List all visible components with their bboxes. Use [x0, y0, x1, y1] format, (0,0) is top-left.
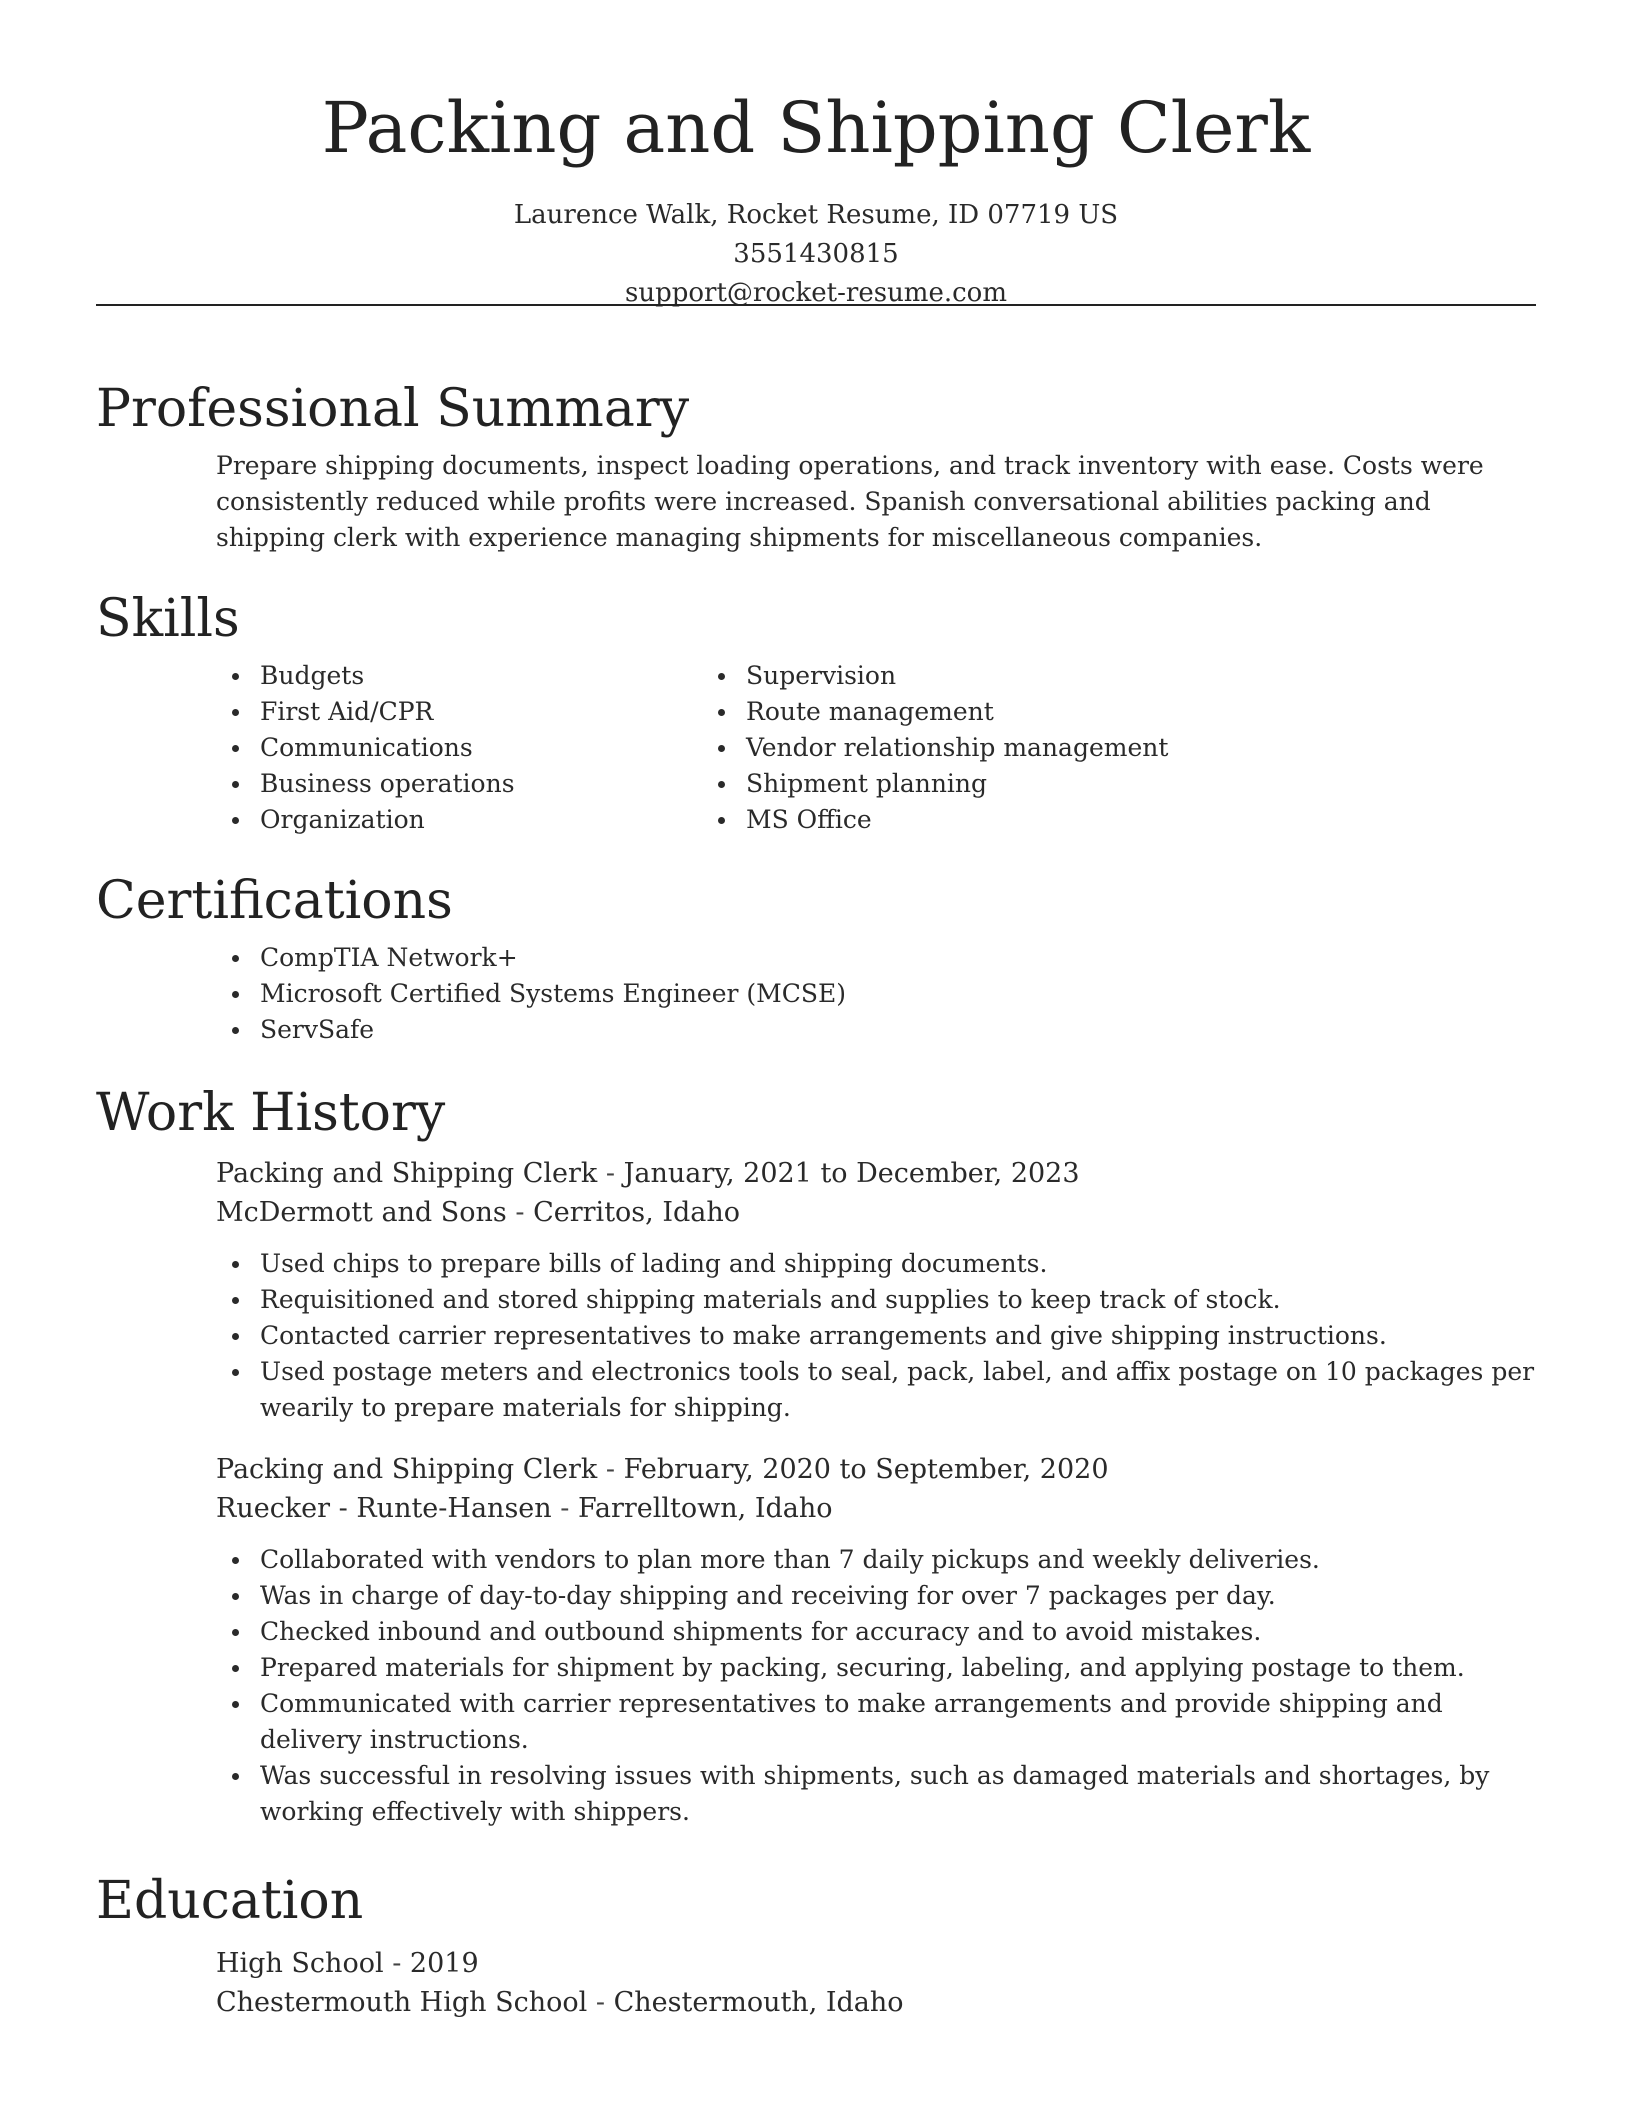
skills-column-left — [96, 658, 746, 838]
job-header: Packing and Shipping Clerk - February, 2020 to September, 2020 Ruecker - Runte-Hansen - Farrelltown, Idaho — [216, 1454, 1109, 1524]
education-entry: High School - 2019 Chestermouth High School - Chestermouth, Idaho — [216, 1948, 904, 2018]
job-entry — [96, 1450, 1536, 1830]
certifications-section — [96, 870, 1536, 1048]
skill-item: Organization — [260, 802, 746, 838]
certification-item: ServSafe — [260, 1012, 1536, 1048]
header-divider — [96, 304, 1536, 306]
skills-column-right — [746, 658, 1168, 838]
job-entry — [96, 1154, 1536, 1426]
skill-item: Shipment planning — [746, 766, 1168, 802]
skill-item: Business operations — [260, 766, 746, 802]
skills-section — [96, 588, 1536, 838]
job-bullet: Used chips to prepare bills of lading and shipping documents. — [260, 1246, 1536, 1282]
job-role: Packing and Shipping Clerk — [216, 1158, 598, 1189]
certification-item: Microsoft Certified Systems Engineer (MCSE) — [260, 976, 1536, 1012]
education-year: 2019 — [409, 1948, 479, 1979]
skill-item: MS Office — [746, 802, 1168, 838]
job-bullet: Used postage meters and electronics tools to seal, pack, label, and affix postage on 10 packages per wearily to prepare materials for shipping. — [260, 1354, 1536, 1426]
summary-section — [96, 378, 1536, 556]
job-bullet: Checked inbound and outbound shipments for accuracy and to avoid mistakes. — [260, 1614, 1536, 1650]
certification-item: CompTIA Network+ — [260, 940, 1536, 976]
job-header: Packing and Shipping Clerk - January, 2021 to December, 2023 McDermott and Sons - Cerritos, Idaho — [216, 1158, 1080, 1228]
summary-title: Professional Summary — [96, 379, 690, 439]
job-bullet: Was successful in resolving issues with shipments, such as damaged materials and shortages, by working effectively with shippers. — [260, 1758, 1536, 1830]
skills-title: Skills — [96, 589, 240, 649]
job-location: Cerritos, Idaho — [533, 1197, 741, 1228]
resume-name: Packing and Shipping Clerk — [321, 87, 1311, 169]
skills-grid — [96, 658, 1536, 838]
job-dates: January, 2021 to December, 2023 — [623, 1158, 1080, 1189]
job-location: Farrelltown, Idaho — [577, 1493, 833, 1524]
contact-email: support@rocket-resume.com — [624, 278, 1007, 308]
education-degree: High School — [216, 1948, 384, 1979]
job-bullet: Collaborated with vendors to plan more than 7 daily pickups and weekly deliveries. — [260, 1542, 1536, 1578]
education-title: Education — [96, 1871, 364, 1931]
skill-item: Route management — [746, 694, 1168, 730]
job-company: McDermott and Sons — [216, 1197, 507, 1228]
skill-item: Budgets — [260, 658, 746, 694]
certifications-title: Certifications — [96, 871, 453, 931]
skill-item: First Aid/CPR — [260, 694, 746, 730]
work-history-section — [96, 1082, 1536, 1830]
contact-phone: 3551430815 — [733, 239, 899, 269]
contact-block — [96, 196, 1536, 313]
job-company: Ruecker - Runte-Hansen — [216, 1493, 552, 1524]
contact-address: Laurence Walk, Rocket Resume, ID 07719 US — [513, 200, 1119, 230]
summary-text: Prepare shipping documents, inspect loading operations, and track inventory with ease. Costs were consistently reduced while profits were increased. Spanish conversational abilities packing and shipping clerk with experience managing shipments for miscellaneous companies. — [216, 451, 1484, 552]
skill-item: Communications — [260, 730, 746, 766]
job-bullet: Requisitioned and stored shipping materials and supplies to keep track of stock. — [260, 1282, 1536, 1318]
job-bullet: Contacted carrier representatives to make arrangements and give shipping instructions. — [260, 1318, 1536, 1354]
job-dates: February, 2020 to September, 2020 — [623, 1454, 1109, 1485]
education-location: Chestermouth, Idaho — [613, 1987, 904, 2018]
work-history-title: Work History — [96, 1083, 446, 1143]
education-school: Chestermouth High School — [216, 1987, 588, 2018]
education-section — [96, 1870, 1536, 2022]
job-bullet: Communicated with carrier representatives to make arrangements and provide shipping and delivery instructions. — [260, 1686, 1536, 1758]
skill-item: Vendor relationship management — [746, 730, 1168, 766]
resume-header — [96, 0, 1536, 313]
job-bullet: Was in charge of day-to-day shipping and receiving for over 7 packages per day. — [260, 1578, 1536, 1614]
job-bullet: Prepared materials for shipment by packing, securing, labeling, and applying postage to them. — [260, 1650, 1536, 1686]
job-role: Packing and Shipping Clerk — [216, 1454, 598, 1485]
skill-item: Supervision — [746, 658, 1168, 694]
